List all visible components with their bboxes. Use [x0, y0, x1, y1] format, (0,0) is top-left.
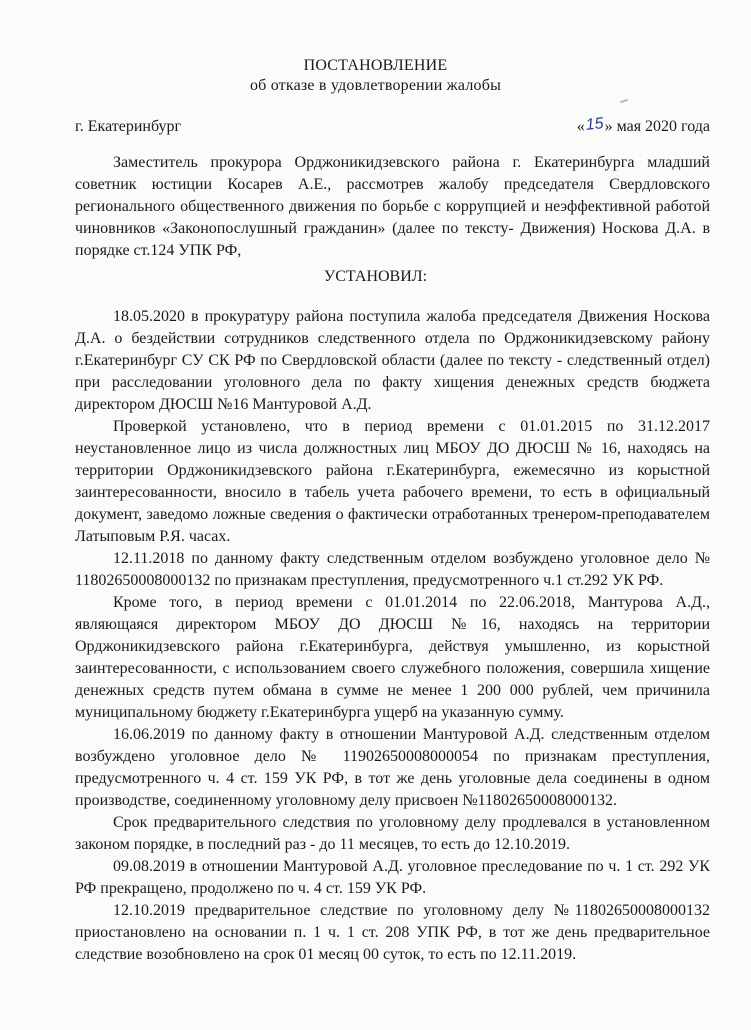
- document-subtitle: об отказе в удовлетворении жалобы: [249, 77, 502, 94]
- date-day-handwritten: 15: [584, 115, 605, 134]
- paragraph-3: 12.11.2018 по данному факту следственным отделом возбуждено уголовное дело № 11802650008000132 по признакам преступления, предусмотренного ч.1 ст.292 УК РФ.: [75, 550, 710, 589]
- paragraph-5: 16.06.2019 по данному факту в отношении Мантуровой А.Д. следственным отделом возбуждено уголовное дело № 11902650008000054 по признакам преступления, предусмотренного ч. 4 ст. 159 УК РФ, в тот же день уголовные дела соединены в одном производстве, соединенному уголовному делу присвоен №11802650008000132.: [75, 726, 710, 809]
- paragraph-4: Кроме того, в период времени с 01.01.2014 по 22.06.2018, Мантурова А.Д., являющаяся директором МБОУ ДО ДЮСШ №16, находясь на территории Орджоникидзевского района г.Екатеринбурга, действуя умышленно, из корыстной заинтересованности, с использованием своего служебного положения, совершила хищение денежных средств путем обмана в сумме не менее 1 200 000 рублей, чем причинила муниципальному бюджету г.Екатеринбурга ущерб на указанную сумму.: [75, 594, 710, 721]
- paragraph-7: 09.08.2019 в отношении Мантуровой А.Д. уголовное преследование по ч. 1 ст. 292 УК РФ прекращено, продолжено по ч. 4 ст. 159 УК РФ.: [75, 858, 710, 897]
- date-open-quote: «: [576, 118, 585, 135]
- section-heading: УСТАНОВИЛ:: [323, 268, 428, 285]
- paragraph-1: 18.05.2020 в прокуратуру района поступила жалоба председателя Движения Носкова Д.А. о бездействии сотрудников следственного отдела по Орджоникидзевскому району г.Екатеринбург СУ СК РФ по Свердловской области (далее по тексту - следственный отдел) при расследовании уголовного дела по факту хищения денежных средств бюджета директором ДЮСШ №16 Мантуровой А.Д.: [75, 308, 710, 413]
- date-month-year: мая 2020 года: [612, 118, 710, 135]
- pen-mark: [620, 99, 628, 104]
- body-text: [75, 306, 710, 966]
- intro-paragraph: [75, 152, 710, 262]
- place-of-issue: г. Екатеринбург: [75, 118, 182, 135]
- intro-text: Заместитель прокурора Орджоникидзевского района г. Екатеринбурга младший советник юстиции Косарев А.Е., рассмотрев жалобу председателя Свердловского регионального общественного движения по борьбе с коррупцией и неэффективной работой чиновников «Законопослушный гражданин» (далее по тексту- Движения) Носкова Д.А. в порядке ст.124 УПК РФ,: [75, 154, 710, 259]
- paragraph-8: 12.10.2019 предварительное следствие по уголовному делу №11802650008000132 приостановлено на основании п. 1 ч. 1 ст. 208 УПК РФ, в тот же день предварительное следствие возобновлено на срок 01 месяц 00 суток, то есть по 12.11.2019.: [75, 902, 710, 963]
- document-date: [576, 115, 710, 136]
- paragraph-6: Срок предварительного следствия по уголовному делу продлевался в установленном законом порядке, в последний раз - до 11 месяцев, то есть до 12.10.2019.: [75, 814, 710, 853]
- date-close-quote: »: [604, 118, 613, 135]
- paragraph-2: Проверкой установлено, что в период времени с 01.01.2015 по 31.12.2017 неустановленное лицо из числа должностных лиц МБОУ ДО ДЮСШ № 16, находясь на территории Орджоникидзевского района г.Екатеринбурга, ежемесячно из корыстной заинтересованности, вносило в табель учета рабочего времени, то есть в официальный документ, заведомо ложные сведения о фактически отработанных тренером-преподавателем Латыповым Р.Я. часах.: [75, 418, 710, 545]
- document-title: ПОСТАНОВЛЕНИЕ: [303, 57, 448, 74]
